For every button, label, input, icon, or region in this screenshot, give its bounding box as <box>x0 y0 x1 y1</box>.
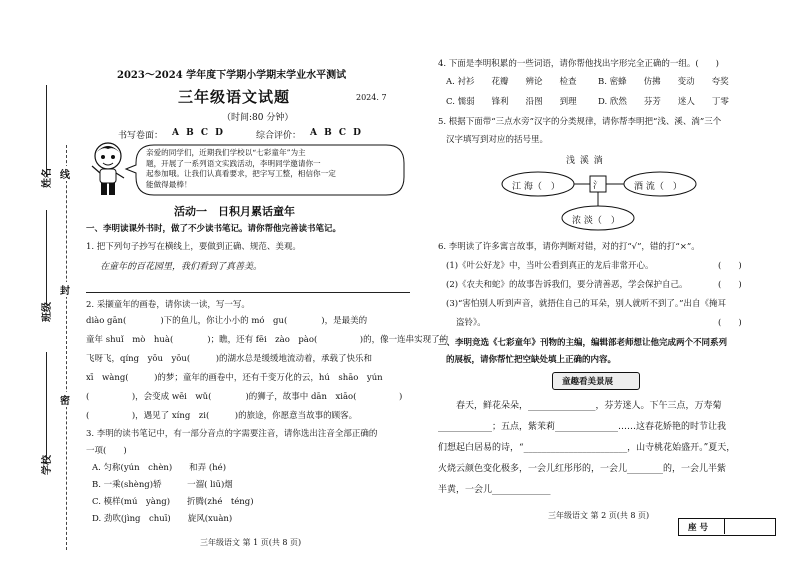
q6-mark-1[interactable]: ( ) <box>718 261 742 271</box>
handwriting-label: 书写卷面： <box>118 131 164 141</box>
q2-prompt: 2. 采撷童年的画卷，请你读一读，写一写。 <box>86 300 250 310</box>
passage-line4: 火烧云颜色变化极多，一会儿红彤彤的，一会儿________的，一会儿半紫 <box>438 464 727 474</box>
q5-water-radical: 氵 <box>593 181 603 191</box>
q6-mark-2[interactable]: ( ) <box>718 280 742 290</box>
q4-option-a[interactable]: A. 衬衫 花瓣 辨论 检查 <box>446 77 577 87</box>
q6-prompt: 6. 李明读了许多寓言故事，请你判断对错，对的打“√”，错的打“×”。 <box>438 242 700 252</box>
q3-option-b[interactable]: B. 一乘(shèng)轿 一溜( liū)烟 <box>92 480 233 490</box>
q3-prompt-cont: 一项( ) <box>86 446 127 456</box>
passage-line2: ____________；五点，紫茉莉______________……这春花娇艳的时节让我 <box>438 422 727 432</box>
activity1-title: 活动一 日积月累话童年 <box>174 205 295 218</box>
section2-heading-cont: 的展板，请你帮忙把空缺处填上正确的内容。 <box>446 355 617 365</box>
q2-line2: 童年 shuǐ mò huà( )；瞧，还有 fēi zào pào( )的，像一连串实现了的 <box>86 335 449 345</box>
passage-line5: 半黄，一会儿_____________ <box>438 485 551 495</box>
q5-box-1[interactable]: 江 海（ ） <box>512 182 560 192</box>
overall-grades[interactable]: A B C D <box>310 128 361 138</box>
q6-mark-3[interactable]: ( ) <box>718 318 742 328</box>
name-field[interactable] <box>46 85 47 177</box>
school-label: 学校 <box>42 455 53 475</box>
q2-line3: 飞呀飞，qíng yōu yōu( )的湖水总是缓缓地流动着，承载了快乐和 <box>86 354 373 364</box>
q5-prompt-cont: 汉字填写到对应的括号里。 <box>446 135 549 145</box>
q1-answer-line[interactable] <box>86 292 410 293</box>
q1-prompt: 1. 把下列句子抄写在横线上，要做到正确、规范、美观。 <box>86 242 301 252</box>
page2-footer: 三年级语文 第 2 页(共 8 页) <box>548 511 650 520</box>
seal-seal-text: 封 <box>60 282 70 297</box>
seal-secret-text: 密 <box>60 392 70 407</box>
binding-dashed-line <box>66 145 67 550</box>
q6-item-1: (1)《叶公好龙》中，当叶公看到真正的龙后非常开心。 <box>446 261 654 271</box>
page1-footer: 三年级语文 第 1 页(共 8 页) <box>200 538 302 547</box>
q4-option-b[interactable]: B. 密蜂 仿拂 变动 夸奖 <box>598 77 729 87</box>
q5-word-list: 浅 溪 淌 <box>566 156 603 166</box>
q3-option-a[interactable]: A. 匀称(yún chèn) 和弄 (hé) <box>92 463 227 473</box>
q6-item-3: (3)“害怕别人听到声音，就捂住自己的耳朵，别人就听不到了。”出自《掩耳 <box>446 299 726 309</box>
name-label: 姓名 <box>42 168 53 188</box>
q6-item-3-cont: 盗铃》。 <box>456 318 486 328</box>
subject-title: 三年级语文试题 <box>178 88 291 106</box>
q4-option-c[interactable]: C. 懦弱 锋利 沿图 到理 <box>446 97 577 107</box>
passage-line3: 们想起白居易的诗，“_______________________，山寺桃花始盛开。”夏天， <box>438 443 736 453</box>
passage-line1: 春天，鲜花朵朵，_______________，芬芳迷人。下午三点，万寿菊 <box>456 401 722 411</box>
board-title: 童趣看美景展 <box>562 377 614 387</box>
q2-line6: ( )，遇见了 xíng zi( )的旅途，你愿意当故事的顾客。 <box>86 411 358 421</box>
q5-box-2[interactable]: 酒 流（ ） <box>634 182 682 192</box>
q3-prompt: 3. 李明的读书笔记中，有一部分音点的字需要注音，请你选出注音全部正确的 <box>86 429 378 439</box>
handwriting-grades[interactable]: A B C D <box>172 128 223 138</box>
q2-line4: xī wàng( )的梦；童年的画卷中，还有千变万化的云，hú shāo yún <box>86 373 383 383</box>
q5-diagram <box>500 166 700 238</box>
q2-line1: diào gān( )下的鱼儿，你让小小的 mó gu( )，是最美的 <box>86 316 368 326</box>
class-label: 班级 <box>42 302 53 322</box>
q6-item-2: (2)《农夫和蛇》的故事告诉我们，要分清善恶，学会保护自己。 <box>446 280 688 290</box>
section2-heading: 二、李明竞选《七彩童年》刊物的主编，编辑部老师想让他完成两个不同系列 <box>438 338 728 348</box>
exam-date: 2024. 7 <box>356 93 387 102</box>
seat-number-label: 座 号 <box>688 523 708 533</box>
q3-option-d[interactable]: D. 劲吹(jìng chuī) 旋风(xuàn) <box>92 514 233 524</box>
intro-text: 亲爱的同学们，近期我们学校以“七彩童年”为主 题，开展了一系列语文实践活动，李明同学邀请你一 起参加哦。让我们认真看要求，把字写工整，相信你一定 能做得最棒！ <box>146 148 336 189</box>
q5-box-3[interactable]: 浓 淡（ ） <box>572 216 620 226</box>
time-limit: （时间:80 分钟） <box>222 113 294 123</box>
q4-prompt: 4. 下面是李明积累的一些词语，请你帮他找出字形完全正确的一组。( ) <box>438 59 719 69</box>
school-field[interactable] <box>46 352 47 460</box>
q4-option-d[interactable]: D. 欣然 芬芳 迷人 丁零 <box>598 97 729 107</box>
class-field[interactable] <box>46 210 47 305</box>
overall-label: 综合评价： <box>256 131 302 141</box>
exam-title: 2023～2024 学年度下学期小学期末学业水平测试 <box>117 70 347 81</box>
q3-option-c[interactable]: C. 模样(mú yàng) 折腾(zhé téng) <box>92 497 254 507</box>
q5-prompt: 5. 根据下面带“三点水旁”汉字的分类规律，请你帮李明把“浅、溪、淌”三个 <box>438 117 722 127</box>
section1-heading: 一、李明读课外书时，做了不少读书笔记。请你帮他完善读书笔记。 <box>86 224 342 234</box>
seal-line-text: 线 <box>60 166 70 181</box>
q1-sentence: 在童年的百花园里，我们看到了真善美。 <box>100 262 263 272</box>
cartoon-boy-illustration <box>88 140 128 200</box>
q2-line5: ( )，会变成 wēi wǔ( )的狮子，故事中 dān xiāo( ) <box>86 392 403 402</box>
